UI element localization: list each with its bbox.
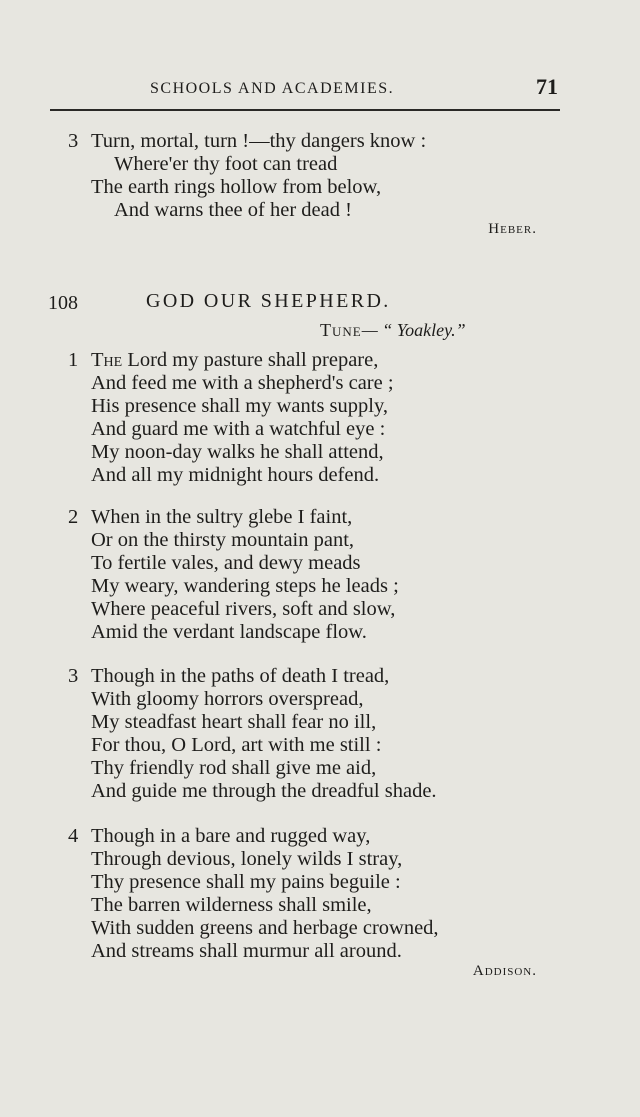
verse-line <box>91 349 378 372</box>
verse-line: For thou, O Lord, art with me still : <box>91 734 382 756</box>
verse-line-rest: Lord my pasture shall prepare, <box>122 349 379 371</box>
tune-line <box>320 320 466 341</box>
verse-line: Though in a bare and rugged way, <box>91 825 371 847</box>
hymn-number: 108 <box>48 292 78 314</box>
attribution-heber: Heber. <box>488 221 537 237</box>
stanza-number: 3 <box>68 665 79 687</box>
verse-line: The earth rings hollow from below, <box>91 176 382 198</box>
verse-line: And feed me with a shepherd's care ; <box>91 372 394 394</box>
verse-line: And all my midnight hours defend. <box>91 464 380 486</box>
verse-line: Where peaceful rivers, soft and slow, <box>91 598 396 620</box>
verse-line: Thy presence shall my pains beguile : <box>91 871 401 893</box>
verse-line: And guard me with a watchful eye : <box>91 418 386 440</box>
stanza-number: 3 <box>68 130 79 152</box>
verse-line: Thy friendly rod shall give me aid, <box>91 757 377 779</box>
running-title: SCHOOLS AND ACADEMIES. <box>150 80 395 97</box>
verse-line: My steadfast heart shall fear no ill, <box>91 711 377 733</box>
tune-name: — “ Yoakley.” <box>361 320 466 340</box>
stanza-number: 2 <box>68 506 79 528</box>
verse-line: Where'er thy foot can tread <box>114 153 338 175</box>
verse-line: With sudden greens and herbage crowned, <box>91 917 439 939</box>
verse-line: My weary, wandering steps he leads ; <box>91 575 399 597</box>
page-number: 71 <box>536 74 558 99</box>
verse-line: His presence shall my wants supply, <box>91 395 389 417</box>
hymn-title: GOD OUR SHEPHERD. <box>146 290 391 312</box>
header-rule <box>50 109 560 111</box>
verse-line: And guide me through the dreadful shade. <box>91 780 437 802</box>
verse-line: My noon-day walks he shall attend, <box>91 441 384 463</box>
verse-line: Or on the thirsty mountain pant, <box>91 529 355 551</box>
stanza-number: 1 <box>68 349 79 371</box>
verse-line: Through devious, lonely wilds I stray, <box>91 848 403 870</box>
verse-line: Turn, mortal, turn !—thy dangers know : <box>91 130 427 152</box>
verse-line: Amid the verdant landscape flow. <box>91 621 367 643</box>
verse-line: With gloomy horrors overspread, <box>91 688 364 710</box>
verse-line: When in the sultry glebe I faint, <box>91 506 353 528</box>
drop-word: The <box>91 349 123 371</box>
verse-line: To fertile vales, and dewy meads <box>91 552 361 574</box>
tune-label: Tune <box>320 320 362 340</box>
verse-line: Though in the paths of death I tread, <box>91 665 390 687</box>
page-header <box>50 74 560 108</box>
verse-line: The barren wilderness shall smile, <box>91 894 372 916</box>
stanza-number: 4 <box>68 825 79 847</box>
verse-line: And streams shall murmur all around. <box>91 940 402 962</box>
attribution-addison: Addison. <box>472 963 537 979</box>
verse-line: And warns thee of her dead ! <box>114 199 352 221</box>
